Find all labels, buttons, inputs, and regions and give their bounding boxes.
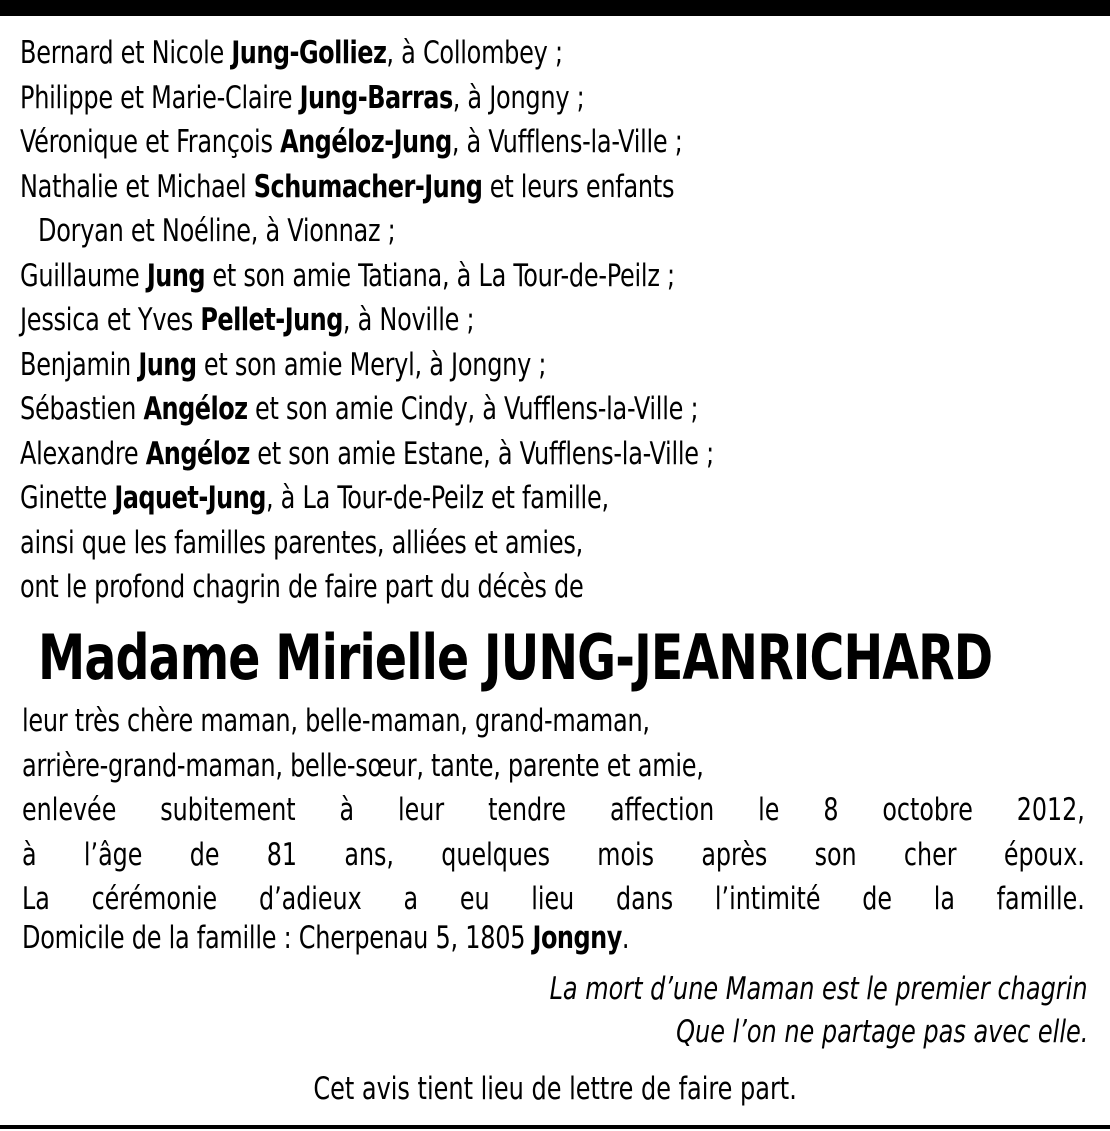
mourner-line: [20, 79, 584, 117]
mourner-line: [20, 34, 563, 72]
mourner-location: et son amie Estane, à Vufflens-la-Ville ;: [249, 436, 714, 472]
mourner-surname: Angéloz: [145, 436, 250, 472]
quote-line: Que l’on ne partage pas avec elle.: [675, 1014, 1088, 1050]
mourner-text: Alexandre: [20, 436, 146, 472]
mourner-line: [20, 568, 583, 606]
mourner-line: [38, 212, 396, 250]
mourner-location: , à Vufflens-la-Ville ;: [451, 124, 683, 160]
body-line-justified: à l’âge de 81 ans, quelques mois après son cher époux.: [22, 837, 1085, 873]
mourner-location: et son amie Meryl, à Jongny ;: [196, 347, 547, 383]
bottom-rule: [0, 1125, 1110, 1129]
mourner-text: Jessica et Yves: [20, 302, 201, 338]
body-line: arrière-grand-maman, belle-sœur, tante, parente et amie,: [22, 748, 704, 784]
mourner-surname: Jaquet-Jung: [114, 480, 266, 516]
quote-line: La mort d’une Maman est le premier chagrin: [550, 971, 1088, 1007]
mourner-line: [20, 257, 675, 295]
mourner-surname: Jung: [138, 347, 197, 383]
body-line: leur très chère maman, belle-maman, grand-maman,: [22, 703, 650, 739]
domicile-line: [22, 919, 629, 957]
mourner-line: [20, 301, 474, 339]
mourner-line: [20, 346, 546, 384]
mourner-surname: Jung: [146, 258, 206, 294]
mourner-line: [20, 524, 583, 562]
mourner-text: Bernard et Nicole: [20, 35, 232, 71]
mourner-line: [20, 435, 714, 473]
mourner-location: et leurs enfants: [482, 169, 675, 205]
mourner-text: Doryan et Noéline, à Vionnaz ;: [38, 213, 396, 249]
mourner-location: , à Jongny ;: [452, 80, 585, 116]
mourner-text: Philippe et Marie-Claire: [20, 80, 300, 116]
closing-text: Cet avis tient lieu de lettre de faire part.: [313, 1071, 797, 1107]
mourner-surname: Schumacher-Jung: [253, 169, 483, 205]
mourner-text: Benjamin: [20, 347, 139, 383]
mourner-line: [20, 123, 683, 161]
mourner-text: Véronique et François: [20, 124, 281, 160]
mourner-text: Guillaume: [20, 258, 147, 294]
domicile-place: Jongny: [532, 920, 622, 956]
domicile-period: .: [621, 920, 630, 956]
body-line-justified: La cérémonie d’adieux a eu lieu dans l’intimité de la famille.: [22, 881, 1085, 917]
mourner-location: , à Collombey ;: [386, 35, 563, 71]
mourner-surname: Jung-Golliez: [231, 35, 387, 71]
deceased-name: Madame Mirielle JUNG-JEANRICHARD: [38, 621, 993, 694]
mourner-surname: Jung-Barras: [299, 80, 453, 116]
mourner-location: et son amie Tatiana, à La Tour-de-Peilz ;: [205, 258, 675, 294]
mourner-location: , à Noville ;: [342, 302, 475, 338]
mourner-line: [20, 479, 609, 517]
mourner-line: [20, 168, 674, 206]
mourner-line: [20, 390, 698, 428]
mourner-text: ainsi que les familles parentes, alliées et amies,: [20, 525, 583, 561]
mourner-location: et son amie Cindy, à Vufflens-la-Ville ;: [247, 391, 699, 427]
closing-note: [0, 1070, 1110, 1108]
mourner-surname: Pellet-Jung: [200, 302, 343, 338]
mourner-surname: Angéloz: [143, 391, 248, 427]
mourner-location: , à La Tour-de-Peilz et famille,: [265, 480, 609, 516]
domicile-text: Domicile de la famille : Cherpenau 5, 1805: [22, 920, 533, 956]
mourner-text: Nathalie et Michael: [20, 169, 254, 205]
mourner-text: ont le profond chagrin de faire part du décès de: [20, 569, 584, 605]
mourner-surname: Angéloz-Jung: [280, 124, 452, 160]
mourner-text: Sébastien: [20, 391, 144, 427]
mourner-text: Ginette: [20, 480, 115, 516]
body-line-justified: enlevée subitement à leur tendre affection le 8 octobre 2012,: [22, 792, 1085, 828]
